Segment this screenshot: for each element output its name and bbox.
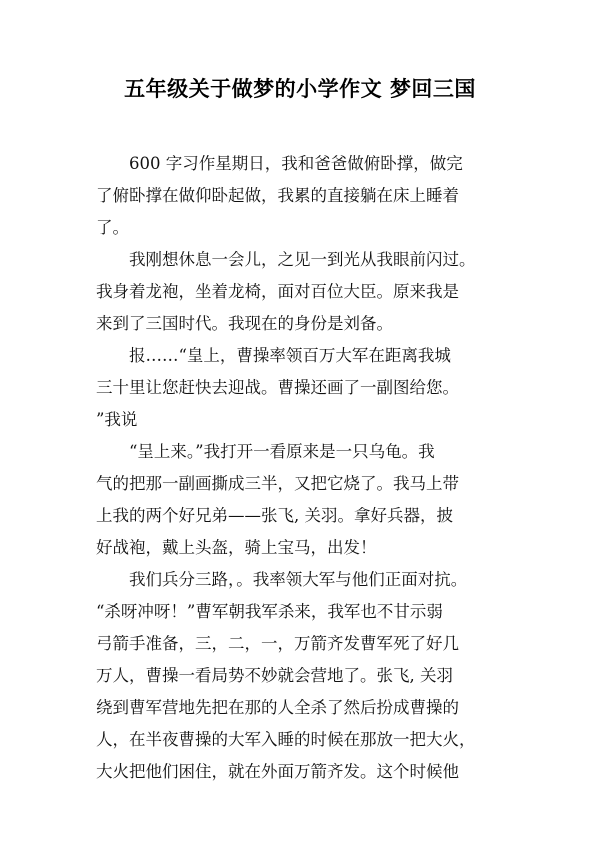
- text-line: 我们兵分三路，。我率领大军与他们正面对抗。: [96, 570, 468, 589]
- text-line: 人，在半夜曹操的大军入睡的时候在那放一把大火，: [96, 730, 476, 749]
- text-line: 好战袍，戴上头盔，骑上宝马，出发！: [96, 538, 377, 557]
- text-line: 了。: [96, 218, 129, 237]
- essay-body: [96, 148, 526, 788]
- text-line: 我刚想休息一会儿，之见一到光从我眼前闪过。: [96, 250, 476, 269]
- text-line: 万人，曹操一看局势不妙就会营地了。张飞, 关羽: [96, 666, 453, 685]
- text-line: 报……“皇上，曹操率领百万大军在距离我城: [96, 346, 451, 365]
- text-line: 三十里让您赶快去迎战。曹操还画了一副图给您。: [96, 378, 459, 397]
- text-line: “呈上来。”我打开一看原来是一只乌龟。我: [96, 442, 435, 461]
- text-line: 我身着龙袍，坐着龙椅，面对百位大臣。原来我是: [96, 282, 459, 301]
- text-line: “杀呀冲呀！”曹军朝我军杀来，我军也不甘示弱: [96, 602, 443, 621]
- text-line: 大火把他们困住，就在外面万箭齐发。这个时候他: [96, 762, 459, 781]
- document-title: 五年级关于做梦的小学作文 梦回三国: [124, 77, 476, 101]
- text-line: 气的把那一副画撕成三半，又把它烧了。我马上带: [96, 474, 459, 493]
- text-line: 上我的两个好兄弟——张飞, 关羽。拿好兵器，披: [96, 506, 453, 525]
- text-line: 600 字习作星期日，我和爸爸做俯卧撑，做完: [96, 154, 463, 173]
- text-line: 绕到曹军营地先把在那的人全杀了然后扮成曹操的: [96, 698, 459, 717]
- text-line: 来到了三国时代。我现在的身份是刘备。: [96, 314, 393, 333]
- text-line: 了俯卧撑在做仰卧起做，我累的直接躺在床上睡着: [96, 186, 459, 205]
- text-line: 弓箭手准备，三，二，一，万箭齐发曹军死了好几: [96, 634, 459, 653]
- text-line: ”我说: [96, 410, 138, 429]
